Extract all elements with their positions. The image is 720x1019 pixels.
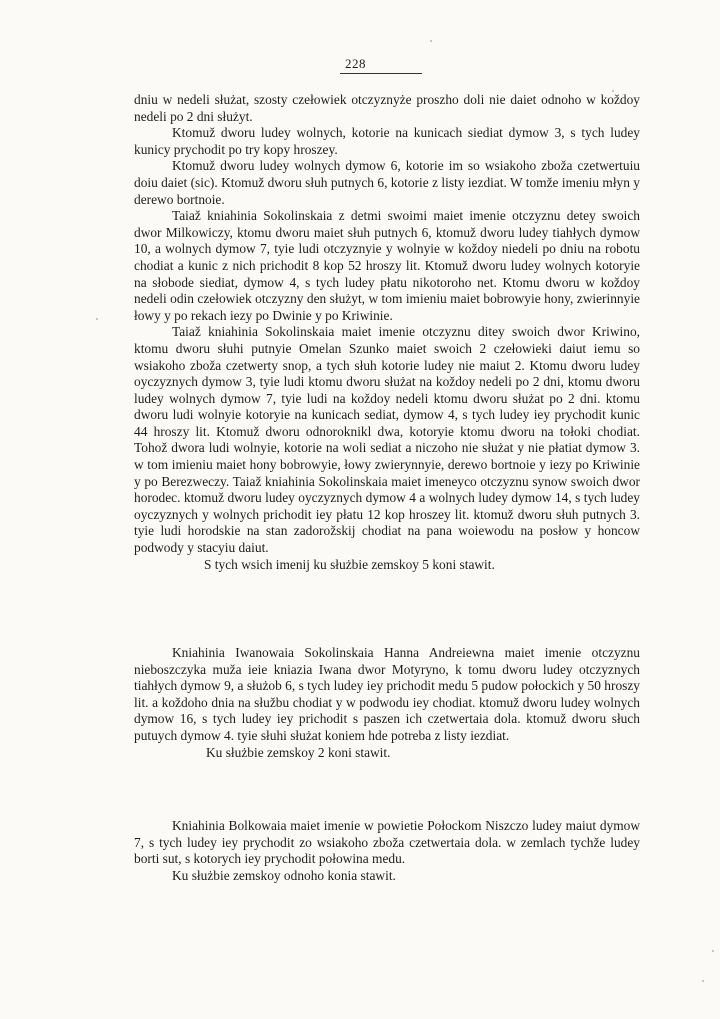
paragraph: Taiaž kniahinia Sokolinskaia z detmi swoimi maiet imenie otczyznu detey swoich dwor Milkowiczy, ktomu dworu maiet słuh putnych 6, ktomuž dworu ludey tiahłych dymow 10, a wolnych dymow 7, tyie ludi otczyznyie y wolnyie w koždoy niedeli po dniu na robotu chodiat a kunic z nich prichodit 8 kop 52 hroszy lit. Ktomuž dworu ludey wolnych kotoryie na słobode siediat, dymow 4, s tych ludey płatu nikotoroho net. Ktomu dworu w koždoy nedeli odin czełowiek otczyzny den służyt, w tom imieniu maiet bobrowyie hony, zwierinnyie łowy y po rekach iezy po Dwinie y po Kriwinie. xyxy=(134,208,640,323)
page-number: 228 xyxy=(345,56,366,71)
paper-speck xyxy=(612,90,614,92)
paper-speck xyxy=(96,318,98,320)
paper-speck xyxy=(712,950,714,952)
section-motyryno xyxy=(134,645,640,761)
page-number-rule xyxy=(340,73,422,74)
paper-speck xyxy=(702,980,704,982)
section-bolkowaia xyxy=(134,818,640,884)
service-summary: S tych wsich imenij ku służbie zemskoy 5 koni stawit. xyxy=(204,556,495,572)
paper-speck xyxy=(430,40,432,42)
service-summary: Ku służbie zemskoy 2 koni stawit. xyxy=(206,744,391,760)
paragraph: Ktomuž dworu ludey wolnych, kotorie na kunicach siediat dymow 3, s tych ludey kunicy prychodit po try kopy hroszey. xyxy=(134,125,640,157)
paragraph: dniu w nedeli służat, szosty czełowiek otczyznyże proszho doli nie daiet odnoho w koždoy nedeli po 2 dni służyt. xyxy=(134,92,640,124)
paragraph: Ktomuž dworu ludey wolnych dymow 6, kotorie im so wsiakoho zboža czetwertuiu doiu daiet (sic). Ktomuž dworu słuh putnych 6, kotorie z listy iezdiat. W tomže imeniu młyn y derewo bortnoie. xyxy=(134,158,640,207)
service-summary: Ku służbie zemskoy odnoho konia stawit. xyxy=(172,867,396,883)
section-milkowiczy-kriwino xyxy=(134,92,640,573)
paragraph: Taiaž kniahinia Sokolinskaia maiet imenie otczyznu ditey swoich dwor Kriwino, ktomu dworu słuhi putnyie Omelan Szunko maiet swoich 2 czełowieki daiut iemu so wsiakoho zboža czetwerty snop, a tych słuh kotorie ludey nie maiut 2. Ktomu dworu ludey oyczyznych dymow 3, tyie ludi ktomu dworu służat na koždoy nedeli po 2 dni, ktomu dworu ludey wolnych dymow 7, tyie ludi na koždoy nedeli ktomu dworu służat po 2 dni. ktomu dworu ludi wolnyie kotoryie na kunicach sediat, dymow 4, s tych ludey iey prychodit kunic 44 hroszy lit. Ktomuž dworu odnoroknikl dwa, kotoryie ktomu dworu na tołoki chodiat. Tohož dwora ludi wolnyie, kotorie na woli sediat a niczoho nie służat y nie płatiat dymow 3. w tom imieniu maiet hony bobrowyie, łowy zwierynnyie, derewo bortnoie y iezy po Kriwinie y po Berezweczy. Taiaž kniahinia Sokolinskaia maiet imeneyco otczyznu synow swoich dwor horodec. ktomuž dworu ludey oyczyznych dymow 4 a wolnych ludey dymow 14, s tych ludey oyczyznych y wolnych prichodit iey płatu 12 kop hroszey lit. ktomuž dworu słuh putnych 3. tyie ludi horodskie na stan zadorožskij chodiat na pana woiewodu na posłow y honcow podwody y stacyiu daiut. xyxy=(134,324,640,556)
paragraph: Kniahinia Bolkowaia maiet imenie w powietie Połockom Niszczo ludey maiut dymow 7, s tych ludey iey prychodit zo wsiakoho zboža czetwertaia dola. w zemlach tychže ludey borti sut, s kotorych iey prychodit połowina medu. xyxy=(134,818,640,867)
paragraph: Kniahinia Iwanowaia Sokolinskaia Hanna Andreiewna maiet imenie otczyznu nieboszczyka muža ieie kniazia Iwana dwor Motyryno, k tomu dworu ludey otczyznych tiahłych dymow 9, a służob 6, s tych ludey iey prichodit medu 5 pudow połockich y 50 hroszy lit. a koždoho dnia na słužbu chodiat y w podwodu iey chodiat. ktomuž dworu ludey wolnych dymow 16, s tych ludey iey prichodit s paszen ich czetwertaia dola. ktomuž dworu słuch putuych dymow 4. tyie słuhi służat koniem hde potreba z listy iezdiat. xyxy=(134,645,640,743)
